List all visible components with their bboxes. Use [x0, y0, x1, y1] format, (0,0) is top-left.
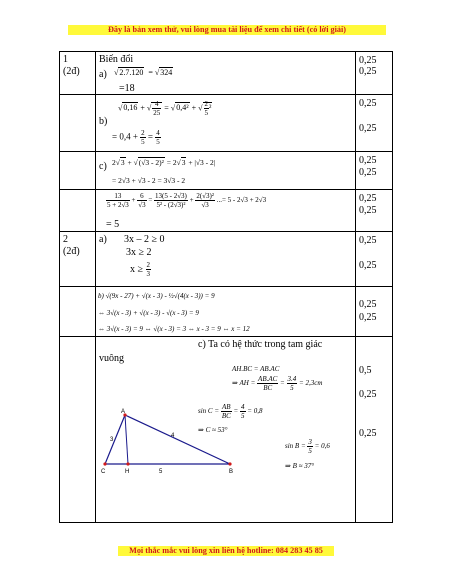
- q2-c-line2: vuông: [99, 353, 124, 364]
- label-cb: 5: [159, 469, 163, 475]
- q1-b-label: b): [99, 116, 108, 127]
- q2-row-c: [59, 337, 393, 523]
- label-c: C: [101, 469, 106, 475]
- triangle-shape: [105, 415, 230, 464]
- q1-score-1: 0,25: [359, 55, 377, 66]
- q1-title: Biến đổi: [99, 54, 134, 65]
- q1-score-8: 0,25: [359, 205, 377, 216]
- q2-score-7: 0,25: [359, 428, 377, 439]
- q2-score-6: 0,25: [359, 389, 377, 400]
- q2-score-2: 0,25: [359, 260, 377, 271]
- q2-b-line1: b) √(9x - 27) + √(x - 3) - ½√(4(x - 3)) = 9: [98, 292, 215, 300]
- altitude-ah: [125, 415, 128, 464]
- q2-score-4: 0,25: [359, 312, 377, 323]
- q1-a-label: a): [99, 69, 107, 80]
- q1-row-b: [59, 95, 393, 152]
- q2-c-f1: AH.BC = AB.AC: [232, 365, 280, 373]
- q1-score-7: 0,25: [359, 193, 377, 204]
- q1-a-expr: √2.7.120 = √324: [114, 68, 173, 77]
- q1-score-5: 0,25: [359, 155, 377, 166]
- q1-row-a: [59, 51, 393, 95]
- q2-b-line2: ⇔ 3√(x - 3) + √(x - 3) - √(x - 3) = 9: [98, 309, 199, 317]
- label-ab: 4: [171, 433, 175, 439]
- q2-points: (2đ): [63, 246, 80, 257]
- q2-row-b: [59, 287, 393, 337]
- q2-c-f5: sin B = $\frac{3}{5}$ = 0,6: [285, 438, 330, 455]
- q1-score-2: 0,25: [359, 66, 377, 77]
- q2-b-line3: ⇔ 3√(x - 3) = 9 ⇔ √(x - 3) = 3 ⇔ x - 3 = 9 ⇔ x = 12: [98, 325, 250, 333]
- label-a: A: [121, 409, 126, 415]
- q2-a-line2: 3x ≥ 2: [126, 247, 152, 258]
- q2-score-5: 0,5: [359, 365, 372, 376]
- q2-c-f4: ⇒ C ≈ 53°: [198, 426, 228, 434]
- q2-row-a: [59, 232, 393, 287]
- label-h: H: [125, 469, 130, 475]
- point-h: [126, 462, 129, 465]
- q2-a-line1: 3x – 2 ≥ 0: [124, 234, 165, 245]
- q2-c-line1: c) Ta có hệ thức trong tam giác: [198, 339, 323, 350]
- q1-c-expr1: 2√3 + √(√3 - 2)² = 2√3 + |√3 - 2|: [112, 158, 216, 167]
- q1-b-expr: √0,16 + √ $\frac{4}{25}$ = √0,4² + √ $\frac{2}{5}$ ²: [118, 100, 212, 117]
- q1-a-result: =18: [119, 83, 135, 94]
- q1-score-6: 0,25: [359, 167, 377, 178]
- preview-banner-top: Đây là bản xem thử, vui lòng mua tài liệu để xem chi tiết (có lời giải): [68, 25, 386, 35]
- q1-d-expr: $\frac{13}{5 + 2√3}$ + $\frac{6}{√3}$ = $\frac{13(5 - 2√3)}{\text{5² - (2√3)²}}$ + $\frac{\text{2(√3)²}}{√3}$ ...= 5 - 2√3 + 2√3: [107, 192, 267, 209]
- q1-d-result: = 5: [106, 219, 120, 230]
- q2-number: 2: [63, 234, 68, 245]
- q1-b-result: = 0,4 + $\frac{2}{5}$ = $\frac{4}{5}$: [112, 129, 160, 146]
- q1-row-c: [59, 152, 393, 190]
- q1-score-4: 0,25: [359, 123, 377, 134]
- q1-number: 1: [63, 54, 68, 65]
- q2-c-f6: ⇒ B ≈ 37°: [285, 462, 315, 470]
- q2-score-1: 0,25: [359, 235, 377, 246]
- q1-score-3: 0,25: [359, 98, 377, 109]
- q2-c-f3: sin C = $\frac{AB}{BC}$ = $\frac{4}{5}$ = 0,8: [198, 403, 263, 420]
- label-b: B: [229, 469, 234, 475]
- q2-a-label: a): [99, 234, 107, 245]
- label-ac: 3: [110, 437, 114, 443]
- point-c: [103, 462, 106, 465]
- q2-score-3: 0,25: [359, 299, 377, 310]
- point-b: [228, 462, 231, 465]
- hotline-banner-bottom: Mọi thắc mắc vui lòng xin liên hệ hotline: 084 283 45 85: [118, 546, 334, 556]
- q2-c-f2: ⇒ AH = $\frac{AB.AC}{BC}$ = $\frac{3.4}{5}$ = 2,3cm: [232, 375, 323, 392]
- q1-points: (2đ): [63, 66, 80, 77]
- q2-a-line3: x ≥ $\frac{2}{3}$: [130, 261, 150, 278]
- q1-c-expr2: = 2√3 + √3 - 2 = 3√3 - 2: [112, 176, 186, 185]
- q1-c-label: c): [99, 161, 107, 172]
- right-triangle-diagram: [98, 407, 238, 477]
- q1-row-d: [59, 190, 393, 232]
